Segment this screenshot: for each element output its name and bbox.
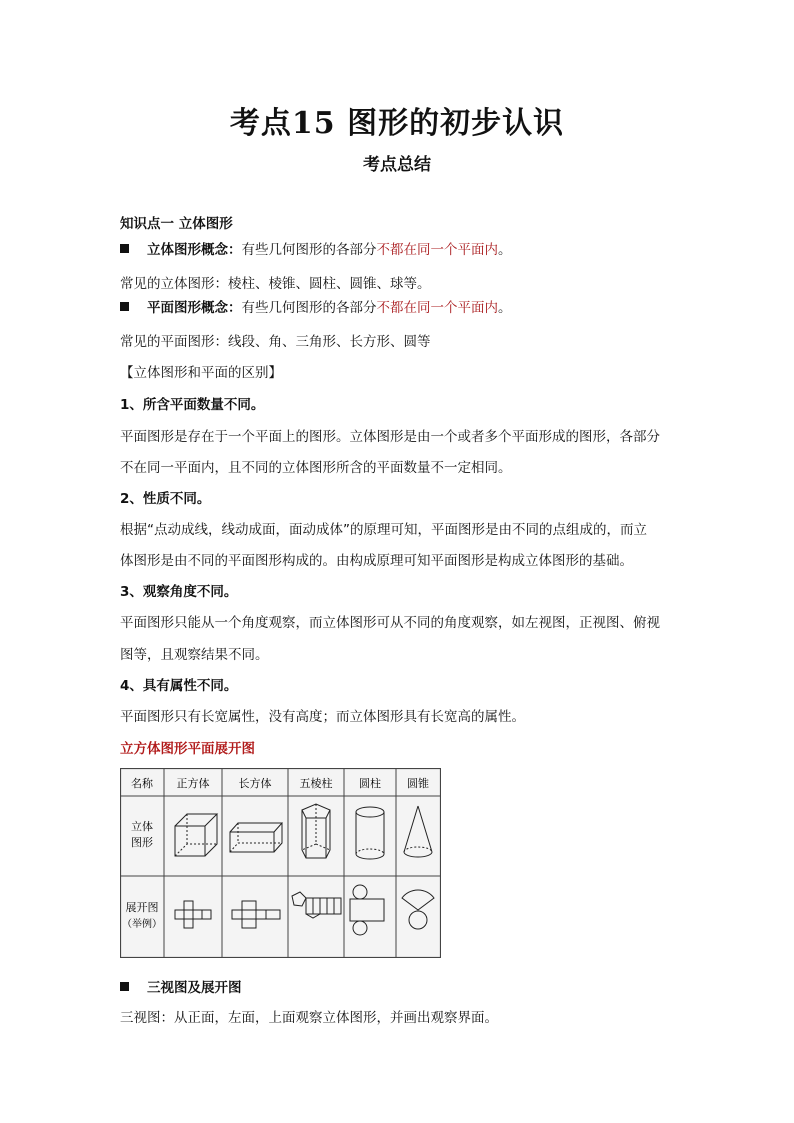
plane-concept-text: 有些几何图形的各部分: [241, 300, 377, 316]
three-views-heading-line: [120, 976, 242, 996]
bullet-square-icon: [120, 982, 129, 991]
plane-concept-label: 平面图形概念：: [147, 300, 242, 316]
point-4-heading: 4、具有属性不同。: [120, 678, 238, 694]
solid-concept-highlight: 不都在同一个平面内: [376, 242, 498, 258]
solid-concept-line: [120, 238, 512, 258]
table-header: 圆锥: [407, 777, 429, 790]
difference-heading: 【立体图形和平面的区别】: [120, 365, 282, 381]
point-1-line-2: 不在同一平面内，且不同的立体图形所含的平面数量不一定相同。: [120, 460, 512, 476]
row-label-solid: 图形: [131, 836, 153, 849]
point-2-line-2: 体图形是由不同的平面图形构成的。由构成原理可知平面图形是构成立体图形的基础。: [120, 553, 633, 569]
plane-examples: 常见的平面图形：线段、角、三角形、长方形、圆等: [120, 334, 431, 350]
page-subtitle: 考点总结: [363, 155, 431, 175]
solid-shapes-table: [120, 768, 441, 958]
point-1-line-1: 平面图形是存在于一个平面上的图形。立体图形是由一个或者多个平面形成的图形，各部分: [120, 429, 660, 445]
solid-concept-text: 有些几何图形的各部分: [241, 242, 377, 258]
page-title: 考点15 图形的初步认识: [229, 106, 565, 141]
point-2-heading: 2、性质不同。: [120, 491, 211, 507]
knowledge-point-heading: 知识点一 立体图形: [120, 216, 233, 232]
row-label-net: （举例）: [122, 919, 162, 930]
three-views-heading: 三视图及展开图: [147, 980, 242, 996]
point-1-heading: 1、所含平面数量不同。: [120, 397, 265, 413]
table-border: [121, 769, 441, 958]
bullet-square-icon: [120, 244, 129, 253]
three-views-text: 三视图：从正面，左面，上面观察立体图形，并画出观察界面。: [120, 1010, 498, 1026]
solid-shapes-table-figure: [120, 768, 441, 958]
point-4-line-1: 平面图形只有长宽属性，没有高度；而立体图形具有长宽高的属性。: [120, 709, 525, 725]
table-header: 正方体: [176, 777, 210, 790]
row-label-net: 展开图: [125, 901, 159, 914]
solid-concept-end: 。: [498, 242, 512, 258]
plane-concept-end: 。: [498, 300, 512, 316]
solid-concept-label: 立体图形概念：: [147, 242, 242, 258]
plane-concept-highlight: 不都在同一个平面内: [376, 300, 498, 316]
bullet-square-icon: [120, 302, 129, 311]
table-header: 长方体: [238, 777, 272, 790]
row-label-solid: 立体: [131, 820, 153, 833]
plane-concept-line: [120, 296, 512, 316]
table-header: 圆柱: [359, 777, 381, 790]
point-3-heading: 3、观察角度不同。: [120, 584, 238, 600]
point-3-line-2: 图等，且观察结果不同。: [120, 647, 269, 663]
unfold-diagram-heading: 立方体图形平面展开图: [120, 741, 255, 757]
table-header: 五棱柱: [299, 777, 333, 790]
point-3-line-1: 平面图形只能从一个角度观察，而立体图形可从不同的角度观察，如左视图，正视图、俯视: [120, 615, 660, 631]
point-2-line-1: 根据“点动成线，线动成面，面动成体”的原理可知，平面图形是由不同的点组成的，而立: [120, 522, 647, 538]
solid-examples: 常见的立体图形：棱柱、棱锥、圆柱、圆锥、球等。: [120, 276, 431, 292]
table-header: 名称: [131, 777, 153, 790]
